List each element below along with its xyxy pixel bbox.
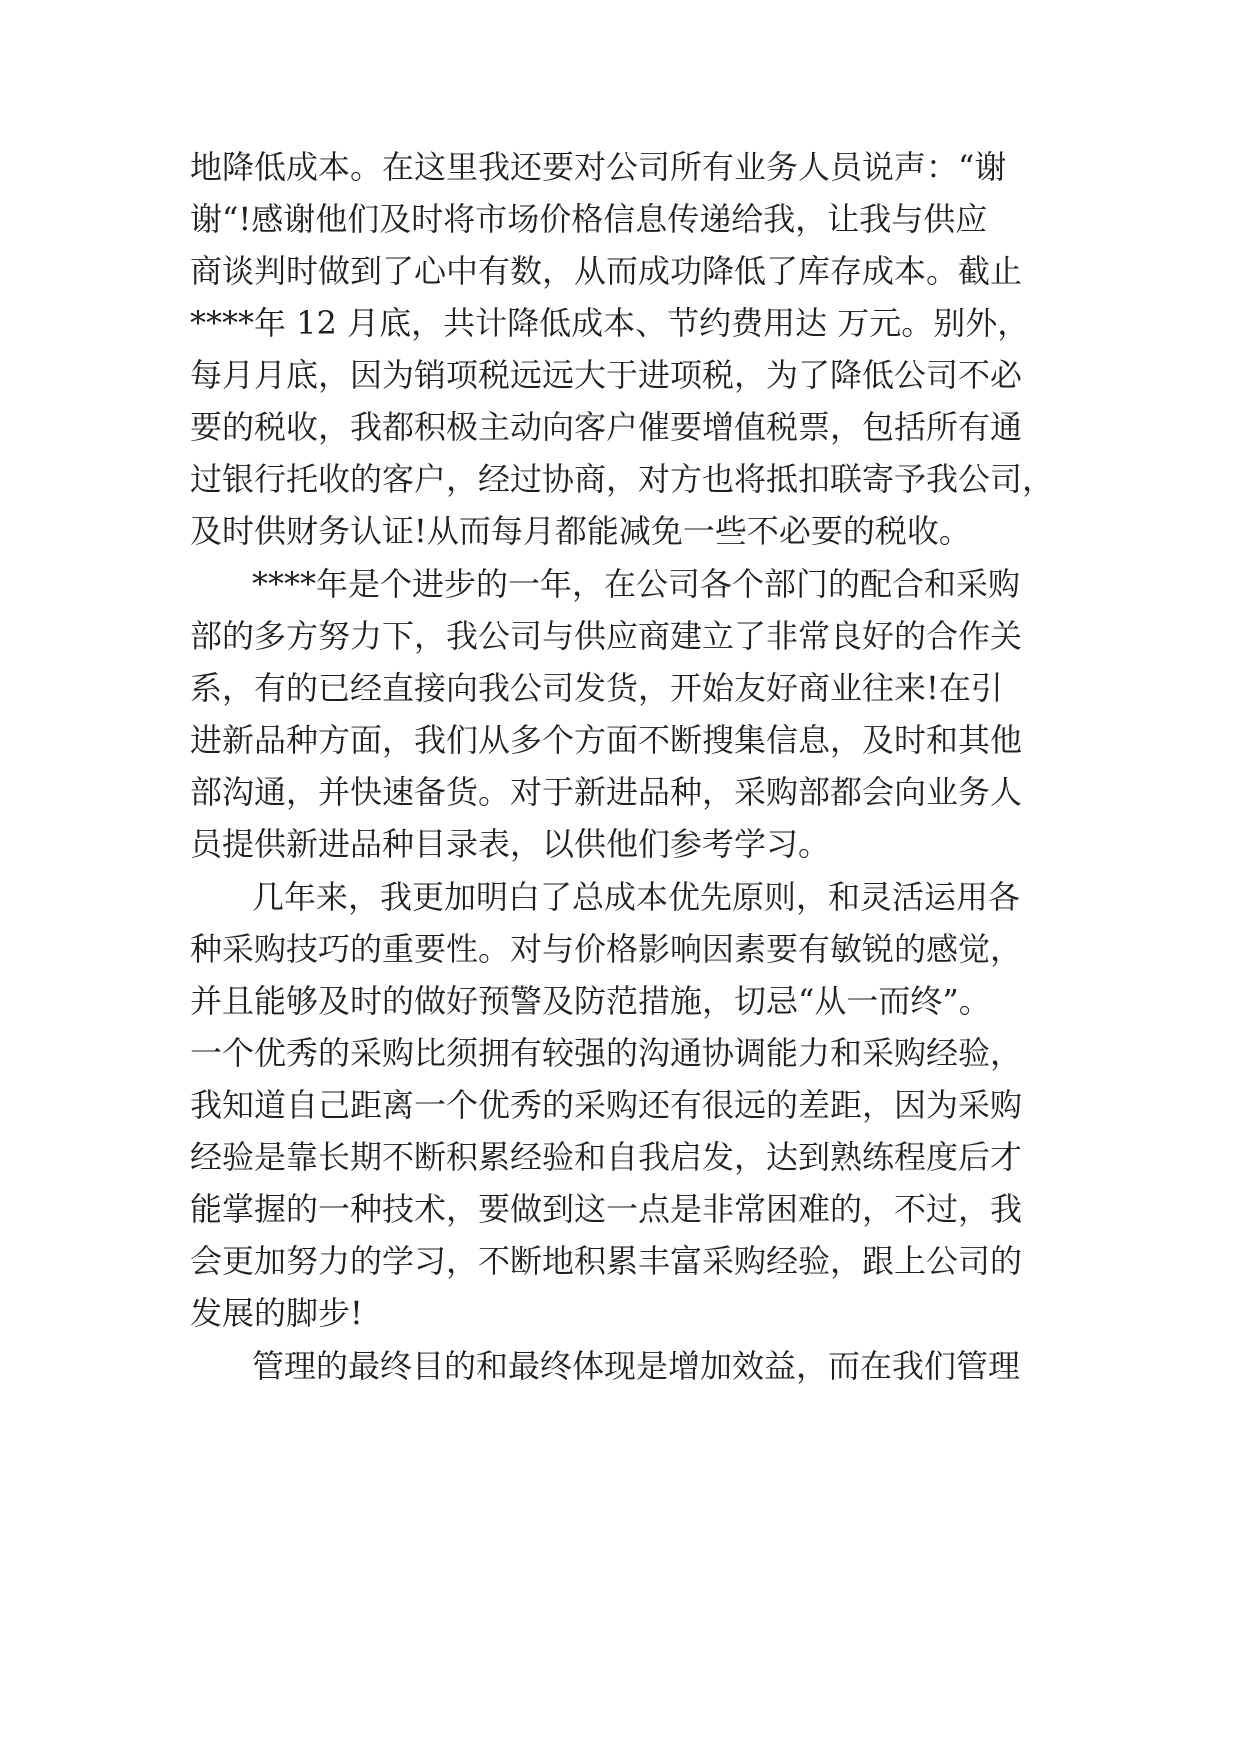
text-line: ****年 12 月底，共计降低成本、节约费用达 万元。别外，	[190, 304, 1030, 342]
text-line: 地降低成本。在这里我还要对公司所有业务人员说声：“谢	[190, 148, 1007, 186]
text-line: 一个优秀的采购比须拥有较强的沟通协调能力和采购经验，	[190, 1034, 1023, 1072]
text-line: 几年来，我更加明白了总成本优先原则，和灵活运用各	[252, 878, 1021, 916]
text-line: 并且能够及时的做好预警及防范措施，切忌“从一而终”。	[190, 982, 991, 1020]
text-line: 进新品种方面，我们从多个方面不断搜集信息，及时和其他	[190, 721, 1023, 759]
text-line: 会更加努力的学习，不断地积累丰富采购经验，跟上公司的	[190, 1242, 1023, 1280]
text-line: 谢“!感谢他们及时将市场价格信息传递给我，让我与供应	[190, 200, 988, 238]
text-line: 种采购技巧的重要性。对与价格影响因素要有敏锐的感觉，	[190, 930, 1023, 968]
text-line: 发展的脚步!	[190, 1294, 363, 1332]
text-line: 系，有的已经直接向我公司发货，开始友好商业往来!在引	[190, 669, 1003, 707]
text-line: 管理的最终目的和最终体现是增加效益，而在我们管理	[252, 1347, 1021, 1385]
text-line: 及时供财务认证!从而每月都能减免一些不必要的税收。	[190, 512, 971, 550]
text-line: 部沟通，并快速备货。对于新进品种，采购部都会向业务人	[190, 773, 1023, 811]
text-line: ****年是个进步的一年，在公司各个部门的配合和采购	[252, 565, 1021, 603]
text-line: 商谈判时做到了心中有数，从而成功降低了库存成本。截止	[190, 252, 1023, 290]
text-line: 经验是靠长期不断积累经验和自我启发，达到熟练程度后才	[190, 1138, 1023, 1176]
text-line: 要的税收，我都积极主动向客户催要增值税票，包括所有通	[190, 408, 1023, 446]
text-line: 每月月底，因为销项税远远大于进项税，为了降低公司不必	[190, 356, 1023, 394]
text-line: 我知道自己距离一个优秀的采购还有很远的差距，因为采购	[190, 1086, 1023, 1124]
text-line: 部的多方努力下，我公司与供应商建立了非常良好的合作关	[190, 617, 1023, 655]
text-line: 过银行托收的客户，经过协商，对方也将抵扣联寄予我公司，	[190, 460, 1055, 498]
text-line: 员提供新进品种目录表，以供他们参考学习。	[190, 825, 831, 863]
text-line: 能掌握的一种技术，要做到这一点是非常困难的，不过，我	[190, 1190, 1023, 1228]
